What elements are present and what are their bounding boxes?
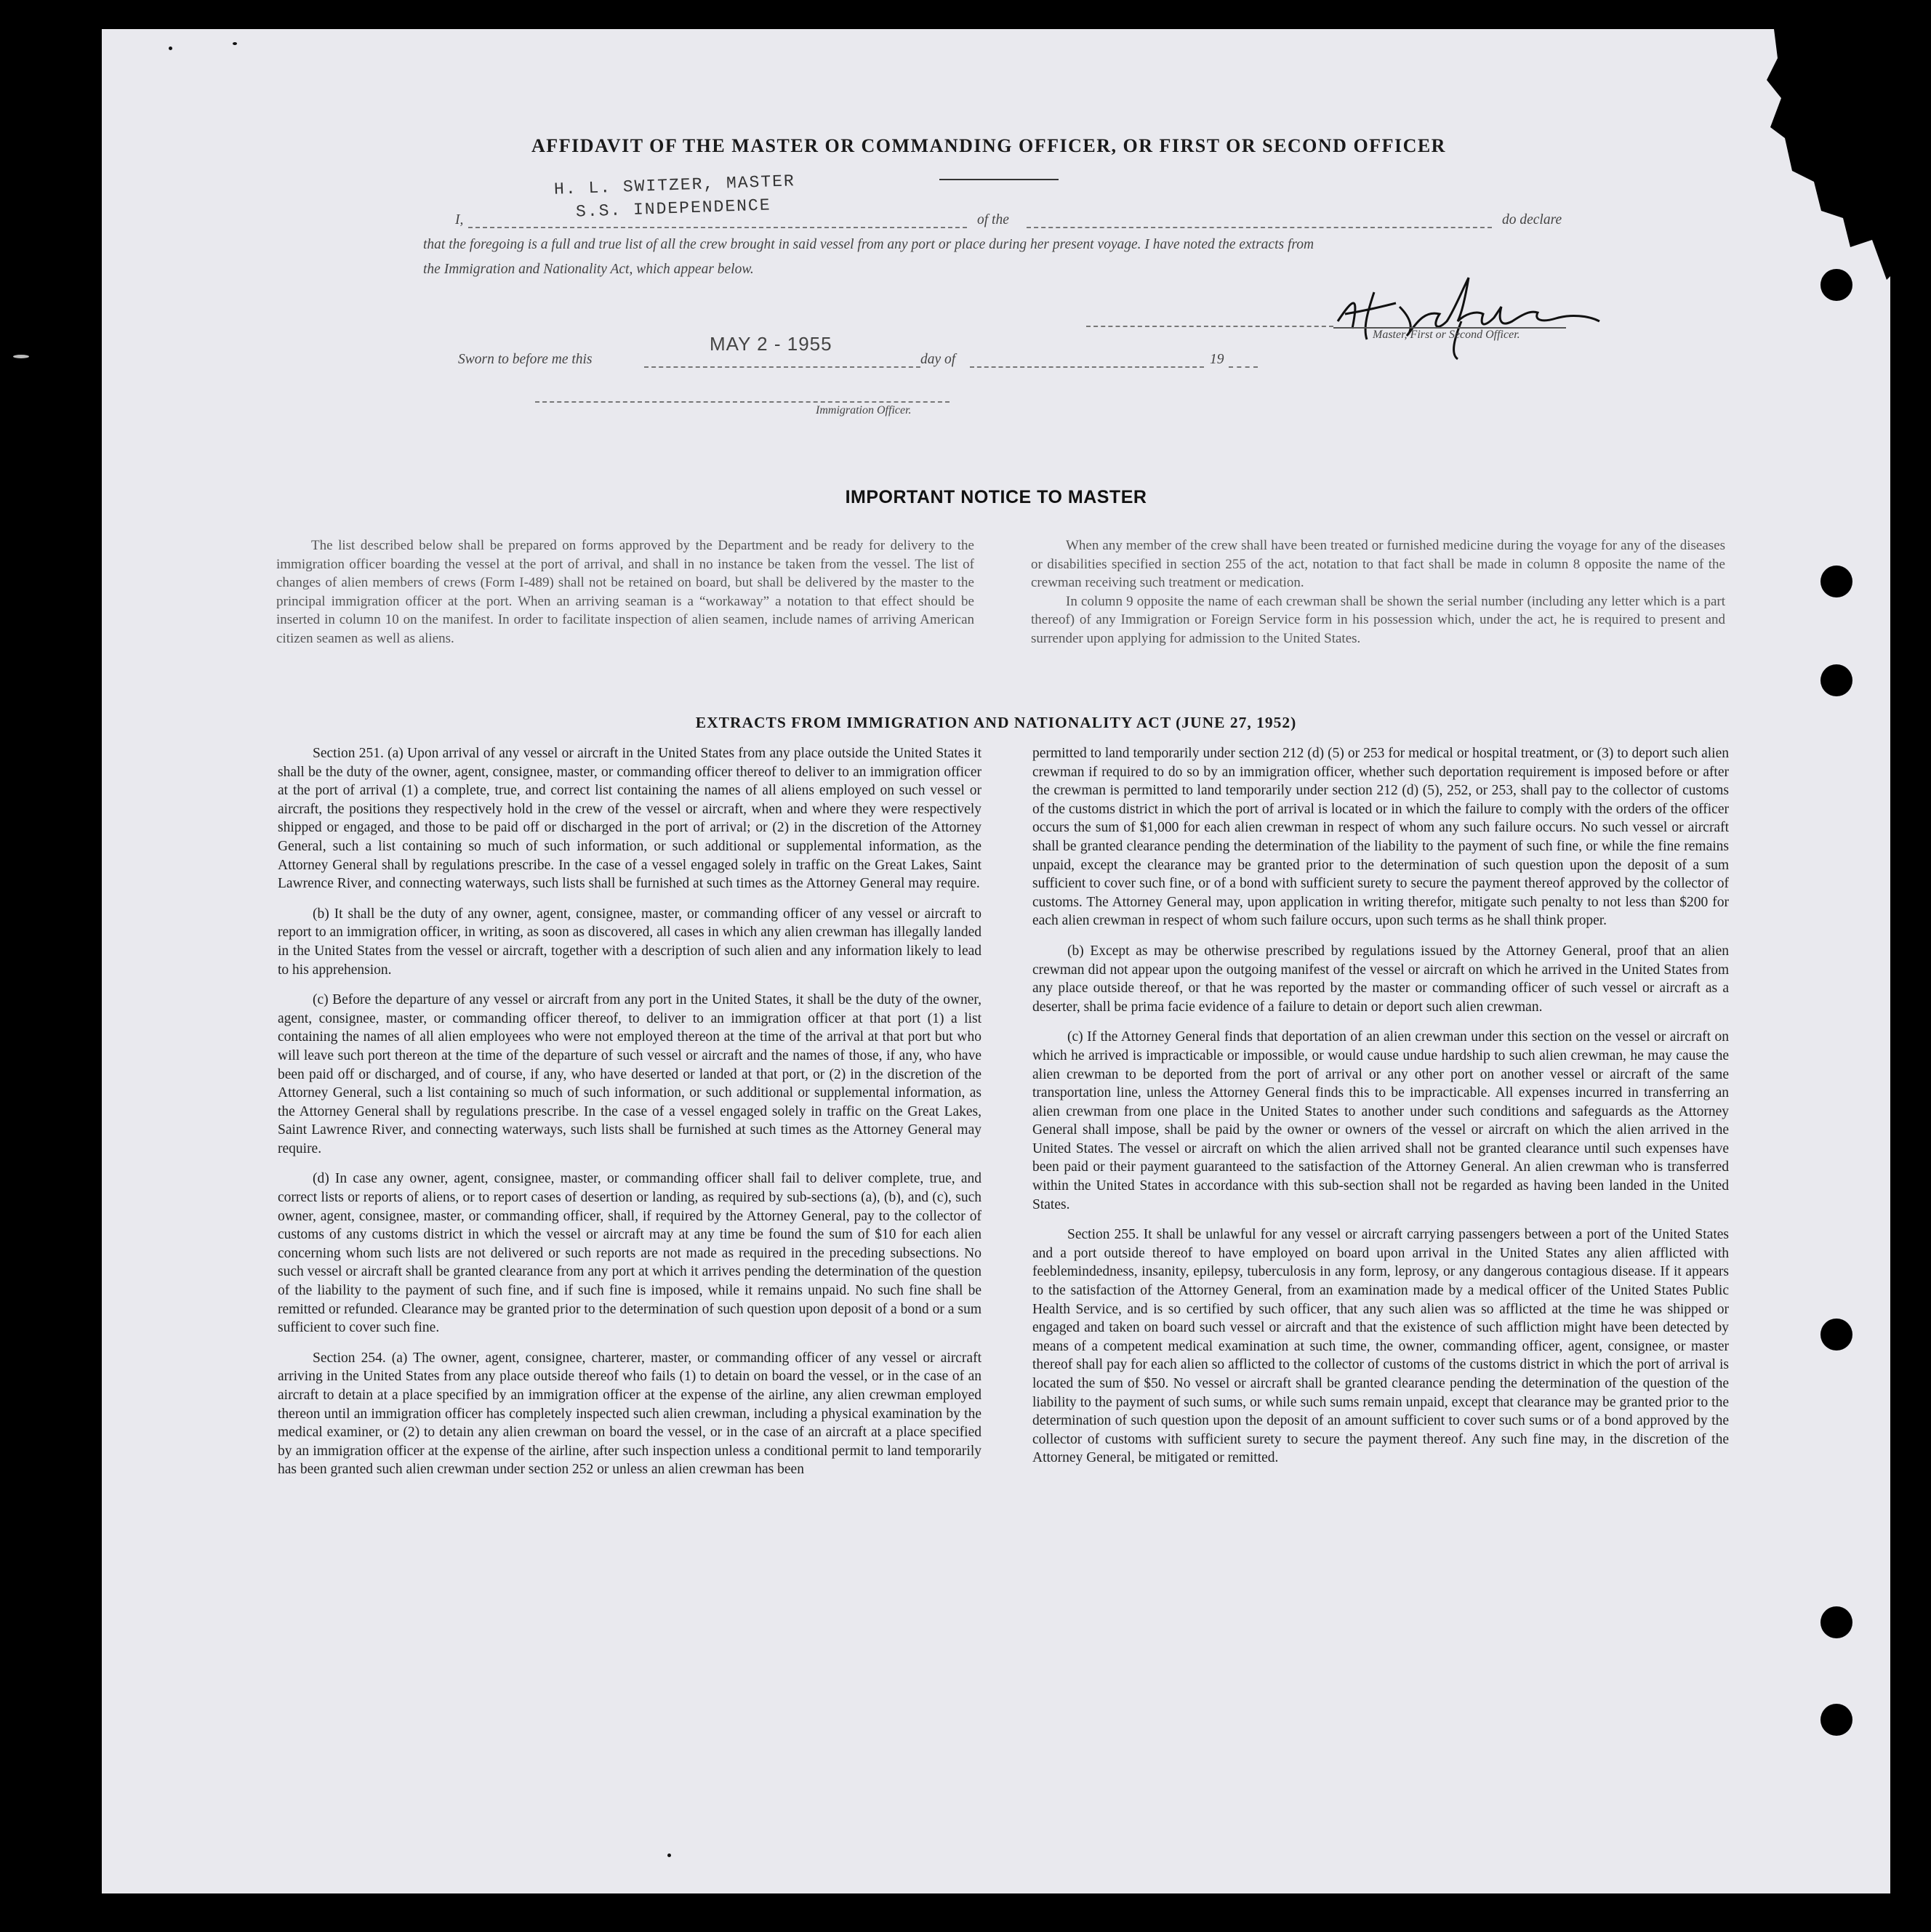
notice-right: When any member of the crew shall have been treated or furnished medicine during the voyage for any of the diseases or disabilities specified in section 255 of the act, notation to that fact shall be made in column 8 opposite the name of the crewman receiving such treatment or medication. In column 9 opposite the name of each crewman shall be shown the serial number (including any letter which is a part thereof) of any Immigration or Foreign Service form in his possession which, under the act, he is required to present and surrender upon applying for admission to the United States. xyxy=(1031,538,1725,646)
typed-name: H. L. SWITZER, MASTER xyxy=(553,172,796,199)
i-label: I, xyxy=(455,212,464,228)
title-rule xyxy=(939,179,1059,180)
notice-title: IMPORTANT NOTICE TO MASTER xyxy=(845,487,1147,507)
punch-hole xyxy=(1820,1319,1852,1351)
master-signature xyxy=(1330,270,1607,365)
section-251b: (b) It shall be the duty of any owner, agent, consignee, master, or commanding officer of any vessel or aircraft to report to an immigration officer, in writing, as soon as discovered, all cases in which any alien crewman has illegally landed in the United States from the vessel or aircraft, together with a description of such alien and any information likely to lead to his apprehension. xyxy=(278,906,981,978)
do-declare-label: do declare xyxy=(1502,212,1562,228)
section-254c: (c) If the Attorney General finds that deportation of an alien crewman under this section on the vessel or aircraft on which he arrived is impracticable or impossible, or would cause undue hardship to such alien crewman, he may cause the alien crewman to be deported from the port of arrival or any other port on another vessel or aircraft of the same transportation line, unless the Attorney General finds this to be impracticable. All expenses incurred in transferring an alien crewman from one place in the United States to another under such conditions and safeguards as the Attorney General shall impose, shall be paid by the owner or owners of the vessel or aircraft on which the alien arrived in the United States. The vessel or aircraft on which the alien arrived shall not be granted clearance until such expenses have been paid or their payment guaranteed to the satisfaction of the Attorney General. An alien crewman who is transferred within the United States in accordance with this sub-section shall not be regarded as having been landed in the United States. xyxy=(1032,1029,1729,1212)
notice-left: The list described below shall be prepared on forms approved by the Department and be ready for delivery to the immigration officer boarding the vessel at the port of arrival, and shall in no instance be taken from the vessel. The list of changes of alien members of crews (Form I-489) shall not be retained on board, but shall be delivered by the master to the principal immigration officer at the port. When an arriving seaman is a “workaway” a notation to that effect should be inserted in column 10 on the manifest. In order to facilitate inspection of alien seamen, include names of arriving American citizen seamen as well as aliens. xyxy=(276,538,974,646)
affidavit-statement-1: that the foregoing is a full and true list of all the crew brought in said vessel from any port or place during her present voyage. I have noted the extracts from xyxy=(423,237,1314,252)
punch-hole xyxy=(1820,1606,1852,1638)
section-254a-cont: permitted to land temporarily under section 212 (d) (5) or 253 for medical or hospital treatment, or (3) to deport such alien crewman if required to do so by an immigration officer, whether such deportation requirement is imposed before or after the crewman is permitted to land temporarily under section 212 (d) (5), 252, or 253, shall pay to the collector of customs of the customs district in which the port of arrival is located or in which the failure to comply with the orders of the officer occurs the sum of $1,000 for each alien crewman in respect of whom any such failure occurs. No such vessel or aircraft shall be granted clearance pending the determination of the liability to the payment of such fine, or while the fine remains unpaid, except the clearance may be granted prior to the determination of such question upon the deposit of a sum sufficient to cover such fine, or of a bond with sufficient surety to secure the payment thereof approved by the collector of customs. The Attorney General may, upon application in writing therefor, mitigate such penalty to not less than $200 for each alien crewman in respect of whom such failure occurs, upon such terms as he shall think proper. xyxy=(1032,746,1729,929)
sworn-label: Sworn to before me this xyxy=(458,352,593,367)
signature-caption: Master, First or Second Officer. xyxy=(1373,329,1520,341)
of-the-label: of the xyxy=(977,212,1009,228)
section-251c: (c) Before the departure of any vessel or aircraft from any port in the United States, it shall be the duty of the owner, agent, consignee, master, or commanding officer thereof, to deliver to an immigration officer at that port (1) a list containing the names of all alien employees who were not employed thereon at the time of the arrival at that port but who will leave such port thereon at the time of the departure of such vessel or aircraft and the names of those, if any, who have been paid off or discharged, and of course, if any, who have deserted or landed at that port, or (2) in the discretion of the Attorney General, such a list containing so much of such information, or such additional or supplemental information, as the Attorney General shall by regulations prescribe. In the case of a vessel engaged solely in traffic on the Great Lakes, Saint Lawrence River, and connecting waterways, such lists shall be furnished at such times as the Attorney General may require. xyxy=(278,992,981,1156)
typed-vessel: S.S. INDEPENDENCE xyxy=(575,196,772,222)
day-of-label: day of xyxy=(920,352,956,367)
section-255: Section 255. It shall be unlawful for any vessel or aircraft carrying passengers between a port of the United States and a port outside thereof to have employed on board upon arrival in the United States any alien afflicted with feeblemindedness, insanity, epilepsy, tuberculosis in any form, leprosy, or any dangerous contagious disease. If it appears to the satisfaction of the Attorney General, from an examination made by a medical officer of the United States Public Health Service, and is so certified by such officer, that any such alien was so afflicted at the time he was shipped or engaged and taken on board such vessel or aircraft and that the existence of such affliction might have been detected by means of a competent medical examination at such time, the owner, commanding officer, agent, consignee, or master thereof shall pay for each alien so afflicted to the collector of customs of the customs district in which the port of arrival is located the sum of $50. No vessel or aircraft shall be granted clearance pending the determination of the question of the liability to the payment of such sums, or while such sums remain unpaid, except that clearance may be granted prior to the determination of such question upon the deposit of an amount sufficient to cover such sums or of a bond approved by the collector of customs with sufficient surety to secure the payment thereof. Any such fine may, in the discretion of the Attorney General, be mitigated or remitted. xyxy=(1032,1227,1729,1466)
year-prefix: 19 xyxy=(1210,352,1224,367)
punch-hole xyxy=(1820,664,1852,696)
officer-caption: Immigration Officer. xyxy=(816,404,912,416)
stamped-date: MAY 2 - 1955 xyxy=(710,333,832,355)
section-254a: Section 254. (a) The owner, agent, consignee, charterer, master, or commanding officer of any vessel or aircraft arriving in the United States from any place outside thereof who fails (1) to detain on board the vessel, or in the case of an aircraft to detain at a place specified by an immigration officer at the expense of the airline, any alien crewman employed thereon until an immigration officer has completely inspected such alien crewman, including a physical examination by the medical examiner, or (2) to detain any alien crewman on board the vessel, or in the case of an aircraft at a place specified by an immigration officer at the expense of the airline, after such inspection unless a conditional permit to land temporarily has been granted such alien crewman under section 252 or unless an alien crewman has been xyxy=(278,1350,981,1478)
extracts-right-column xyxy=(1032,744,1729,1479)
section-251d: (d) In case any owner, agent, consignee, master, or commanding officer shall fail to deliver complete, true, and correct lists or reports of aliens, or to report cases of desertion or landing, as required by sub-sections (a), (b), and (c), such owner, agent, consignee, master, or commanding officer, shall, if required by the Attorney General, pay to the collector of customs of any customs district in which the vessel or aircraft may at any time be found the sum of $10 for each alien concerning whom such lists are not delivered or such reports are not made as required in the preceding subsections. No such vessel or aircraft shall be granted clearance from any port at which it arrives pending the determination of the question of the liability to the payment of such fine, and if such fine is imposed, while it remains unpaid. No such fine shall be remitted or refunded. Clearance may be granted prior to the determination of such question upon deposit of a bond or a sum sufficient to cover such fine. xyxy=(278,1171,981,1336)
affidavit-title: AFFIDAVIT OF THE MASTER OR COMMANDING OFFICER, OR FIRST OR SECOND OFFICER xyxy=(531,135,1446,156)
punch-hole xyxy=(1820,1704,1852,1736)
section-254b: (b) Except as may be otherwise prescribed by regulations issued by the Attorney General, proof that an alien crewman did not appear upon the outgoing manifest of the vessel or aircraft on which he arrived in the United States from any place outside thereof, or that he was reported by the master or commanding officer of such vessel or aircraft as a deserter, shall be prima facie evidence of a failure to detain or deport such alien crewman. xyxy=(1032,943,1729,1015)
affidavit-statement-2: the Immigration and Nationality Act, which appear below. xyxy=(423,262,754,277)
section-251a: Section 251. (a) Upon arrival of any vessel or aircraft in the United States from any place outside the United States it shall be the duty of the owner, agent, consignee, master, or commanding officer thereof to deliver to an immigration officer at the port of arrival (1) a complete, true, and correct list containing the names of all aliens employed on such vessel or aircraft, the positions they respectively hold in the crew of the vessel or aircraft, when and where they were respectively shipped or engaged, and those to be paid off or discharged in the port of arrival; or (2) in the discretion of the Attorney General, such a list containing so much of such information, or such additional or supplemental information, as the Attorney General shall by regulations prescribe. In the case of a vessel engaged solely in traffic on the Great Lakes, Saint Lawrence River, and connecting waterways, such lists shall be furnished at such times as the Attorney General may require. xyxy=(278,746,981,892)
extracts-left-column xyxy=(278,744,981,1491)
punch-hole xyxy=(1820,565,1852,597)
punch-hole xyxy=(1820,269,1852,301)
extracts-title: EXTRACTS FROM IMMIGRATION AND NATIONALITY ACT (JUNE 27, 1952) xyxy=(695,714,1297,731)
